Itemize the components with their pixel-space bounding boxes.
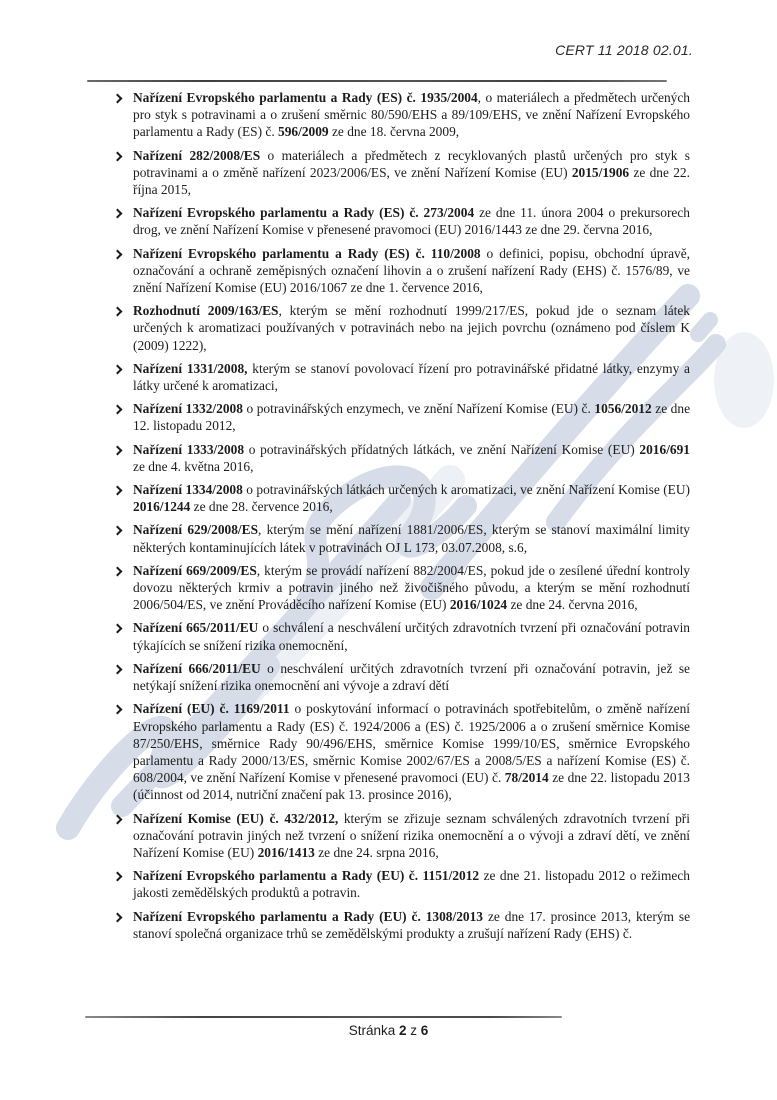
arrow-bullet-icon xyxy=(114,405,123,414)
list-item-text: Nařízení Evropského parlamentu a Rady (EU) č. 1308/2013 ze dne 17. prosince 2013, kterým se stanoví společná organizace trhů se zemědělskými produkty a zrušují nařízení Rady (EHS) č. xyxy=(133,908,691,941)
list-item-text: Nařízení 629/2008/ES, kterým se mění nařízení 1881/2006/ES, kterým se stanoví maximální limity některých kontaminujících látek v potravinách OJ L 173, 03.07.2008, s.6, xyxy=(133,522,691,555)
list-item xyxy=(112,908,690,942)
arrow-bullet-icon xyxy=(114,446,123,455)
page-number-total: 6 xyxy=(420,1023,429,1038)
page-number-current: 2 xyxy=(398,1023,407,1038)
list-item-text: Nařízení Komise (EU) č. 432/2012, kterým se zřizuje seznam schválených zdravotních tvrzení při označování potravin jiných než tvrzení o snížení rizika onemocnění a o vývoji a zdraví dětí, ve znění Nařízení Komise (EU) 2016/1413 ze dne 24. srpna 2016, xyxy=(133,810,690,860)
arrow-bullet-icon xyxy=(114,209,123,218)
arrow-bullet-icon xyxy=(114,815,123,824)
doc-code: CERT 11 2018 02.01. xyxy=(555,42,693,58)
footer-divider xyxy=(85,1016,562,1018)
arrow-bullet-icon xyxy=(114,486,123,495)
list-item-text: Nařízení Evropského parlamentu a Rady (EU) č. 1151/2012 ze dne 21. listopadu 2012 o režimech jakosti zemědělských produktů a potravin. xyxy=(133,868,690,901)
list-item-text: Rozhodnutí 2009/163/ES, kterým se mění rozhodnutí 1999/217/ES, pokud jde o seznam látek určených k aromatizaci používaných v potravinách nebo na jejich povrchu (oznámeno pod číslem K (2009) 1222), xyxy=(133,303,691,353)
list-item xyxy=(112,481,690,515)
list-item xyxy=(112,89,690,141)
list-item-text: Nařízení Evropského parlamentu a Rady (ES) č. 110/2008 o definici, popisu, obchodní úpravě, označování a ochraně zeměpisných označení lihovin a o zrušení nařízení Rady (EHS) č. 1576/89, ve znění Nařízení Komise (EU) 2016/1067 ze dne 1. července 2016, xyxy=(133,245,690,296)
list-item-text: Nařízení 1333/2008 o potravinářských přídatných látkách, ve znění Nařízení Komise (EU) 2016/691 ze dne 4. května 2016, xyxy=(133,441,690,474)
arrow-bullet-icon xyxy=(114,152,123,161)
arrow-bullet-icon xyxy=(114,526,123,535)
arrow-bullet-icon xyxy=(114,250,123,259)
list-item xyxy=(112,619,690,653)
list-item-text: Nařízení 1331/2008, kterým se stanoví povolovací řízení pro potravinářské přidatné látky, enzymy a látky určené k aromatizaci, xyxy=(133,360,690,394)
list-item xyxy=(112,562,690,614)
arrow-bullet-icon xyxy=(114,913,123,922)
list-item xyxy=(112,660,690,694)
arrow-bullet-icon xyxy=(114,307,123,316)
arrow-bullet-icon xyxy=(114,705,123,714)
page-header xyxy=(0,42,693,58)
list-item xyxy=(112,700,690,803)
arrow-bullet-icon xyxy=(114,665,123,674)
arrow-bullet-icon xyxy=(114,365,123,374)
arrow-bullet-icon xyxy=(114,624,123,633)
list-item-text: Nařízení 666/2011/EU o neschválení určitých zdravotních tvrzení při označování potravin, jež se netýkají snížení rizika onemocnění ani vývoje a zdraví dětí xyxy=(133,660,690,694)
list-item-text: Nařízení 669/2009/ES, kterým se provádí nařízení 882/2004/ES, pokud jde o zesílené úřední kontroly dovozu některých krmiv a potravin jiného než živočišného původu, a kterým se mění rozhodnutí 2006/504/ES, ve znění Prováděcího nařízení Komise (EU) 2016/1024 ze dne 24. června 2016, xyxy=(133,562,690,613)
list-item xyxy=(112,147,690,199)
list-item xyxy=(112,302,690,354)
list-item-text: Nařízení (EU) č. 1169/2011 o poskytování informací o potravinách spotřebitelům, o změně nařízení Evropského parlamentu a Rady (ES) č. 1924/2006 a (ES) č. 1925/2006 a o zrušení směrnice Komise 87/250/EHS, směrnice Rady 90/496/EHS, směrnice Komise 1999/10/ES, směrnice Evropského parlamentu a Rady 2000/13/ES, směrnic Komise 2002/67/ES a 2008/5/ES a nařízení Komise (ES) č. 608/2004, ve znění Nařízení Komise v přenesené pravomoci (EU) č. 78/2014 ze dne 22. listopadu 2013 (účinnost od 2014, nutriční značení pak 13. prosince 2016), xyxy=(133,701,690,803)
list-item-text: Nařízení 1332/2008 o potravinářských enzymech, ve znění Nařízení Komise (EU) č. 1056/2012 ze dne 12. listopadu 2012, xyxy=(133,401,691,434)
list-item-text: Nařízení 282/2008/ES o materiálech a předmětech z recyklovaných plastů určených pro styk s potravinami a o změně nařízení 2023/2006/ES, ve znění Nařízení Komise (EU) 2015/1906 ze dne 22. října 2015, xyxy=(133,147,690,198)
list-item xyxy=(112,204,690,238)
list-item xyxy=(112,441,690,475)
page-number-separator: z xyxy=(410,1023,418,1038)
arrow-bullet-icon xyxy=(114,94,123,103)
arrow-bullet-icon xyxy=(114,567,123,576)
regulation-list xyxy=(112,89,690,948)
list-item-text: Nařízení Evropského parlamentu a Rady (ES) č. 1935/2004, o materiálech a předmětech určených pro styk s potravinami a o zrušení směrnic 80/590/EHS a 89/109/EHS, ve znění Nařízení Evropského parlamentu a Rady (ES) č. 596/2009 ze dne 18. června 2009, xyxy=(133,90,690,140)
page-number-prefix: Stránka xyxy=(348,1023,396,1038)
page-number xyxy=(0,1023,777,1038)
list-item-text: Nařízení Evropského parlamentu a Rady (ES) č. 273/2004 ze dne 11. února 2004 o prekursorech drog, ve znění Nařízení Komise v přenesené pravomoci (EU) 2016/1443 ze dne 29. června 2016, xyxy=(133,205,690,238)
scan-smudge xyxy=(714,332,774,428)
arrow-bullet-icon xyxy=(114,872,123,881)
header-divider xyxy=(87,80,667,82)
list-item xyxy=(112,360,690,394)
list-item xyxy=(112,867,690,901)
list-item-text: Nařízení 665/2011/EU o schválení a neschválení určitých zdravotních tvrzení při označování potravin týkajících se snížení rizika onemocnění, xyxy=(133,620,690,653)
list-item xyxy=(112,810,690,862)
list-item xyxy=(112,400,690,434)
list-item xyxy=(112,521,690,555)
list-item xyxy=(112,245,690,297)
list-item-text: Nařízení 1334/2008 o potravinářských látkách určených k aromatizaci, ve znění Nařízení Komise (EU) 2016/1244 ze dne 28. července 2016, xyxy=(133,482,690,515)
